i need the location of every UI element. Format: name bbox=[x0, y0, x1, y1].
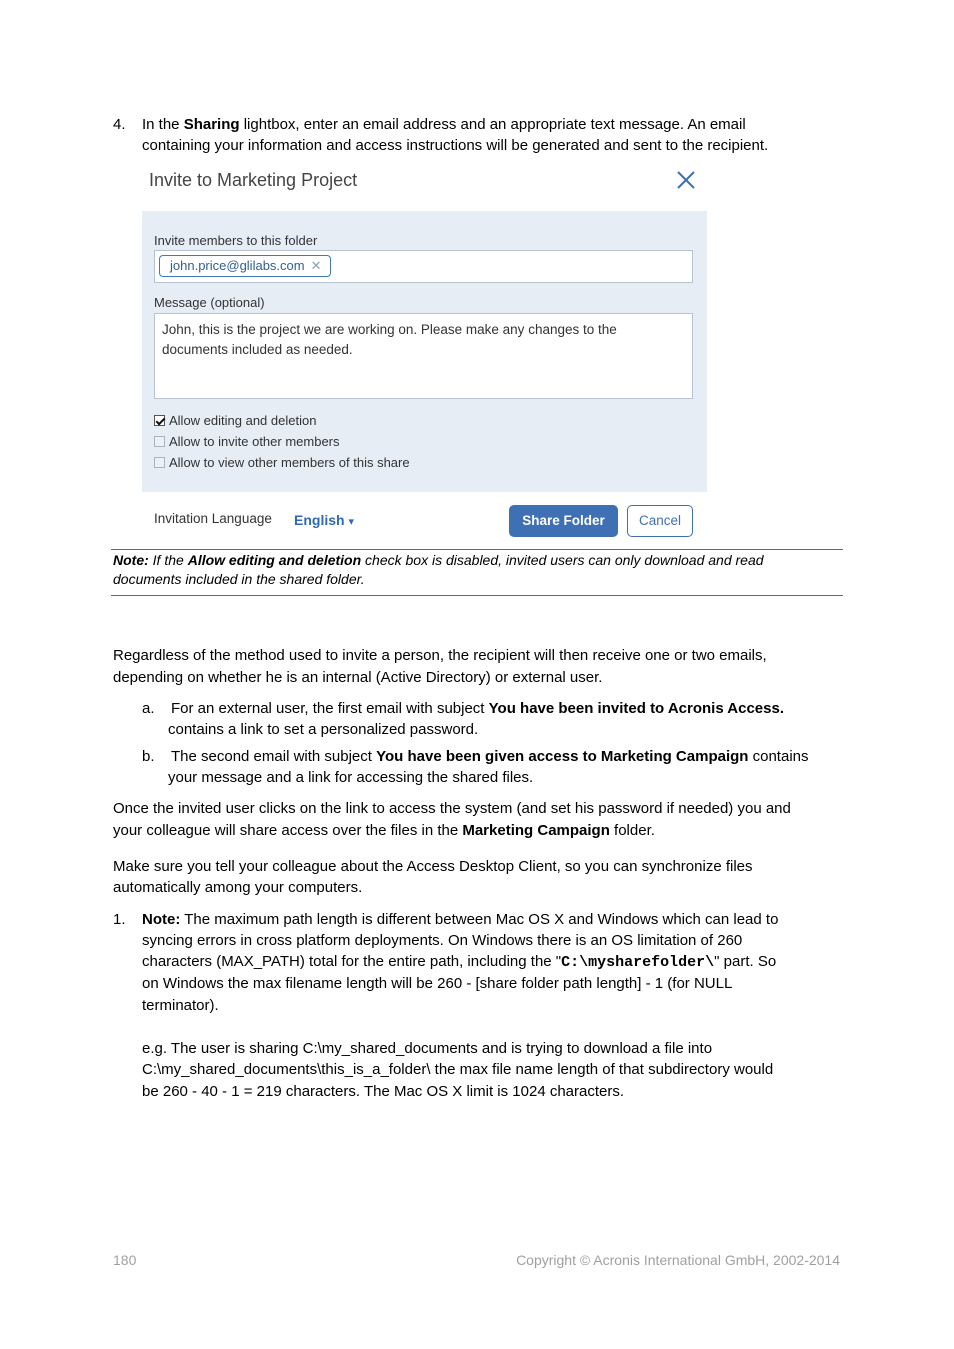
step-number: 4. bbox=[113, 116, 126, 133]
item-b-line-1 bbox=[171, 746, 809, 768]
para-2-line-1: Once the invited user clicks on the link to access the system (and set his password if needed) you and bbox=[113, 800, 791, 817]
note-text-rest: check box is disabled, invited users can only download and read bbox=[361, 552, 764, 568]
item-1-line-4: on Windows the max filename length will be 260 - [share folder path length] - 1 (for NULL bbox=[142, 975, 733, 992]
item-1-line-5: terminator). bbox=[142, 997, 219, 1014]
para-2-line-2 bbox=[113, 820, 655, 842]
checkbox-checked-icon[interactable] bbox=[154, 415, 165, 426]
checkbox-unchecked-icon[interactable] bbox=[154, 457, 165, 468]
email-chip-label: john.price@glilabs.com bbox=[170, 258, 305, 273]
note-text: If the bbox=[148, 552, 188, 568]
para-1-line-1: Regardless of the method used to invite a person, the recipient will then receive one or two emails, bbox=[113, 647, 767, 664]
para-2-bold: Marketing Campaign bbox=[462, 822, 610, 839]
note-top-rule bbox=[111, 549, 843, 550]
step-4-bold: Sharing bbox=[183, 116, 240, 133]
note-bottom-rule bbox=[111, 595, 843, 596]
item-b-bold: You have been given access to Marketing Campaign bbox=[376, 748, 749, 765]
checkbox-label: Allow editing and deletion bbox=[169, 412, 317, 428]
copyright: Copyright © Acronis International GmbH, 2002-2014 bbox=[516, 1252, 840, 1268]
email-chip[interactable] bbox=[159, 255, 331, 277]
item-a-line-1 bbox=[171, 698, 784, 720]
note-bold: Allow editing and deletion bbox=[187, 552, 362, 568]
step-4-text-rest: lightbox, enter an email address and an appropriate text message. An email bbox=[239, 116, 746, 133]
language-label: Invitation Language bbox=[154, 511, 272, 526]
message-line-2: documents included as needed. bbox=[162, 342, 353, 357]
item-1-line-2: syncing errors in cross platform deployments. On Windows there is an OS limitation of 260 bbox=[142, 932, 743, 949]
message-label: Message (optional) bbox=[154, 295, 265, 310]
checkbox-allow-invite[interactable] bbox=[154, 432, 340, 450]
para-2-text-rest: folder. bbox=[609, 822, 655, 839]
list-number-1: 1. bbox=[113, 911, 126, 928]
item-b-line-2: your message and a link for accessing the shared files. bbox=[168, 769, 534, 786]
cancel-button[interactable]: Cancel bbox=[627, 505, 693, 537]
list-marker-a: a. bbox=[142, 700, 155, 717]
share-folder-button[interactable]: Share Folder bbox=[509, 505, 618, 537]
item-1-text-3a: characters (MAX_PATH) total for the entire path, including the " bbox=[142, 953, 562, 970]
checkbox-allow-view-members[interactable] bbox=[154, 453, 410, 471]
checkbox-unchecked-icon[interactable] bbox=[154, 436, 165, 447]
chevron-down-icon: ▾ bbox=[348, 516, 354, 528]
close-icon[interactable] bbox=[675, 169, 697, 191]
para-2-text: your colleague will share access over the files in the bbox=[113, 822, 463, 839]
dialog-title: Invite to Marketing Project bbox=[149, 170, 358, 190]
para-1-line-2: depending on whether he is an internal (Active Directory) or external user. bbox=[113, 669, 603, 686]
step-4-line-1 bbox=[142, 114, 746, 136]
language-dropdown[interactable] bbox=[294, 512, 354, 528]
example-line-2: C:\my_shared_documents\this_is_a_folder\ the max file name length of that subdirectory would bbox=[142, 1061, 774, 1078]
item-1-line-1 bbox=[142, 909, 778, 931]
note-line-1 bbox=[113, 551, 764, 571]
example-line-1: e.g. The user is sharing C:\my_shared_documents and is trying to download a file into bbox=[142, 1040, 713, 1057]
chip-remove-icon[interactable]: ✕ bbox=[310, 258, 322, 273]
item-a-text: For an external user, the first email with subject bbox=[171, 700, 489, 717]
item-1-text-3b: " part. So bbox=[714, 953, 777, 970]
item-1-text: The maximum path length is different between Mac OS X and Windows which can lead to bbox=[180, 911, 779, 928]
language-value: English bbox=[294, 512, 345, 528]
item-b-text: The second email with subject bbox=[171, 748, 377, 765]
checkbox-label: Allow to view other members of this share bbox=[169, 454, 410, 470]
item-1-note-label: Note: bbox=[142, 911, 181, 928]
note-line-2: documents included in the shared folder. bbox=[113, 571, 365, 587]
item-b-text-rest: contains bbox=[748, 748, 809, 765]
para-3-line-2: automatically among your computers. bbox=[113, 879, 363, 896]
para-3-line-1: Make sure you tell your colleague about the Access Desktop Client, so you can synchronize files bbox=[113, 858, 753, 875]
list-marker-b: b. bbox=[142, 748, 155, 765]
checkbox-label: Allow to invite other members bbox=[169, 433, 340, 449]
step-4-text: In the bbox=[142, 116, 184, 133]
page-number: 180 bbox=[113, 1252, 137, 1268]
item-a-bold: You have been invited to Acronis Access. bbox=[488, 700, 785, 717]
message-textarea[interactable] bbox=[154, 313, 693, 399]
code-path: C:\mysharefolder\ bbox=[561, 954, 715, 971]
invite-label: Invite members to this folder bbox=[154, 233, 318, 248]
item-1-line-3 bbox=[142, 951, 776, 974]
note-label: Note: bbox=[113, 552, 149, 568]
item-a-line-2: contains a link to set a personalized password. bbox=[168, 721, 479, 738]
step-4-line-2: containing your information and access instructions will be generated and sent to the recipient. bbox=[142, 137, 769, 154]
checkbox-allow-editing[interactable] bbox=[154, 411, 316, 429]
example-line-3: be 260 - 40 - 1 = 219 characters. The Mac OS X limit is 1024 characters. bbox=[142, 1083, 625, 1100]
message-line-1: John, this is the project we are working on. Please make any changes to the bbox=[162, 322, 617, 337]
